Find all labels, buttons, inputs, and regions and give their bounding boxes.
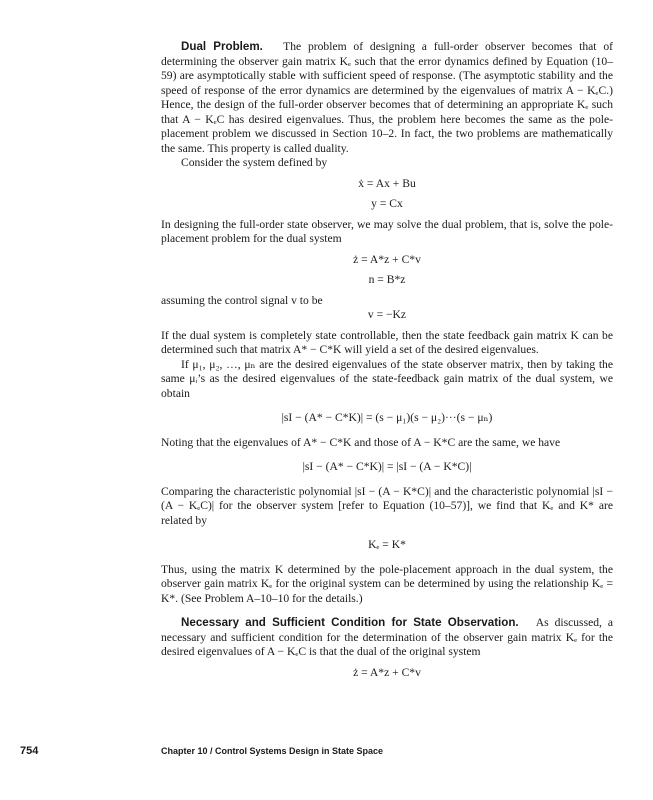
equation-output: y = Cx [371,197,403,210]
page-number: 754 [20,745,39,757]
paragraph-7: Noting that the eigenvalues of A* − C*K and those of A − K*C are the same, we have [161,435,561,449]
page-footer [0,745,653,759]
equation-dual-output: n = B*z [368,273,406,286]
paragraph-3: In designing the full-order state observer, we may solve the dual problem, that is, solve the pole-placement problem for the dual system [161,217,613,245]
paragraph-1-text: The problem of designing a full-order observer becomes that of determining the observer gain matrix Kₑ such that the error dynamics defined by Equation (10–59) are asymptotically stable with sufficient speed of response. (The asymptotic stability and the speed of response of the error dynamics are determined by the eigenvalues of matrix A − KₑC.) Hence, the design of the full-order observer becomes that of determining an appropriate Kₑ such that A − KₑC has desired eigenvalues. Thus, the problem here becomes the same as the pole-placement problem we discussed in Section 10–2. In fact, the two problems are mathematically the same. This property is called duality. [161,40,613,155]
page-body [161,40,613,680]
dual-problem-heading: Dual Problem. [181,40,263,53]
paragraph-10-text: As discussed, a necessary and sufficient condition for the determination of the observer gain matrix Kₑ for the desired eigenvalues of A − KₑC is that the dual of the original system [161,616,613,658]
paragraph-9: Thus, using the matrix K determined by the pole-placement approach in the dual system, the observer gain matrix Kₑ for the original system can be determined by using the relationship Kₑ = K*. (See Problem A–10–10 for the details.) [161,562,613,605]
running-head: Chapter 10 / Control Systems Design in State Space [161,746,384,756]
equation-control-signal: v = −Kz [367,308,407,321]
equation-gain-relation: Kₑ = K* [368,538,406,551]
equation-eigen-equality: |sI − (A* − C*K)| = |sI − (A − K*C)| [302,460,472,473]
equation-dual-system-repeat: ż = A*z + C*v [353,665,421,679]
paragraph-5: If the dual system is completely state controllable, then the state feedback gain matrix K can be determined such that matrix A* − C*K will yield a set of the desired eigenvalues. [161,328,613,356]
paragraph-4: assuming the control signal v to be [161,293,323,307]
equation-characteristic: |sI − (A* − C*K)| = (s − μ₁)(s − μ₂)···(s − μₙ) [281,411,493,424]
state-observation-heading: Necessary and Sufficient Condition for State Observation. [181,616,519,629]
paragraph-dual-problem [161,40,613,156]
paragraph-8: Comparing the characteristic polynomial |sI − (A − K*C)| and the characteristic polynomial |sI − (A − KₑC)| for the observer system [refer to Equation (10–57)], we find that Kₑ and K* are related by [161,484,613,527]
paragraph-condition [161,616,613,660]
paragraph-2: Consider the system defined by [181,156,328,169]
paragraph-6: If μ₁, μ₂, …, μₙ are the desired eigenvalues of the state observer matrix, then by taking the same μᵢ’s as the desired eigenvalues of the state-feedback gain matrix of the dual system, we obtain [161,357,613,400]
equation-dual-state: ż = A*z + C*v [353,252,421,266]
equation-state: ẋ = Ax + Bu [358,176,416,190]
